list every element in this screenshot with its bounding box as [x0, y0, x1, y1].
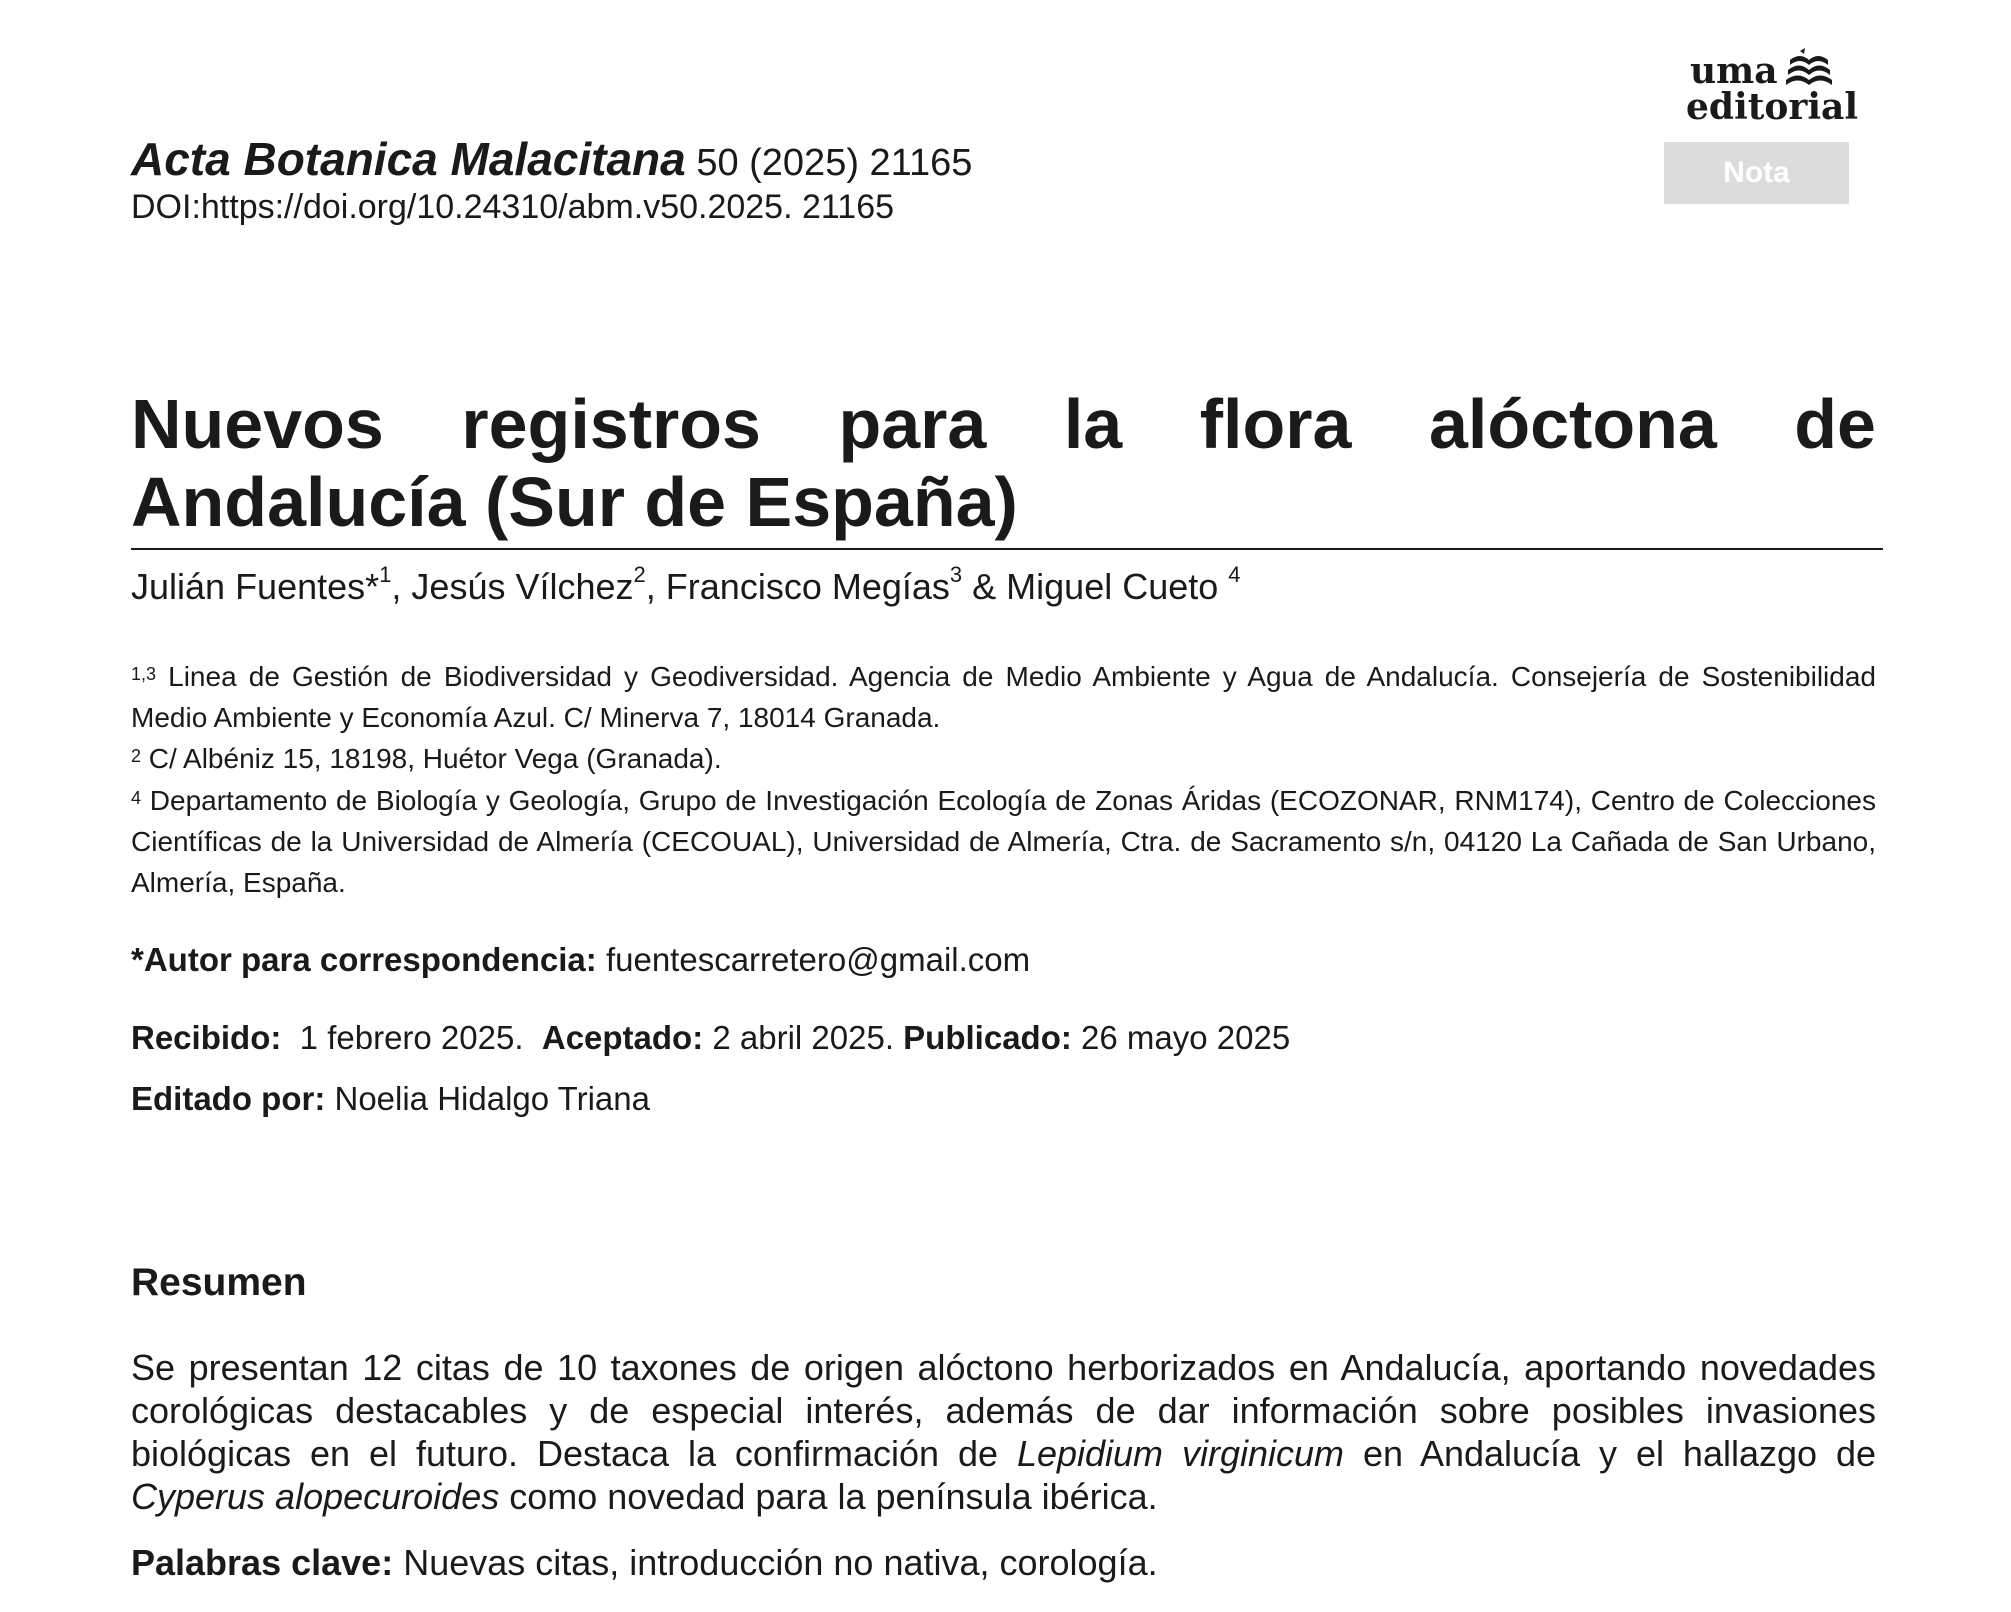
doi-link[interactable]: DOI:https://doi.org/10.24310/abm.v50.2025. 21165	[131, 188, 895, 226]
author-affiliation-mark: 1	[379, 562, 392, 587]
open-book-icon	[1786, 48, 1832, 86]
affiliation-text: C/ Albéniz 15, 18198, Huétor Vega (Granada).	[141, 743, 722, 774]
affiliation	[131, 738, 1876, 779]
author-affiliation-mark: 4	[1228, 562, 1241, 587]
author-name: Julián Fuentes*	[131, 566, 380, 607]
editor-name: Noelia Hidalgo Triana	[325, 1080, 650, 1117]
affiliation	[131, 780, 1876, 903]
author-affiliation-mark: 2	[633, 562, 646, 587]
affiliation-mark: 2	[131, 746, 142, 766]
author-list	[131, 562, 1241, 608]
article-dates	[131, 1019, 1290, 1057]
abstract-text	[131, 1346, 1876, 1518]
received-date: 1 febrero 2025.	[281, 1019, 542, 1056]
keywords-label: Palabras clave:	[131, 1542, 394, 1583]
keywords	[131, 1542, 1158, 1584]
author-name: Jesús Vílchez	[411, 566, 634, 607]
correspondence	[131, 941, 1030, 979]
journal-volume: 50 (2025) 21165	[696, 142, 973, 184]
species-name: Cyperus alopecuroides	[131, 1476, 500, 1517]
affiliation-text: Departamento de Biología y Geología, Grupo de Investigación Ecología de Zonas Áridas (ECOZONAR, RNM174), Centro de Colecciones Científicas de la Universidad de Almería (CECOUAL), Universidad de Almería, Ctra. de Sacramento s/n, 04120 La Cañada de San Urbano, Almería, España.	[131, 785, 1876, 898]
keywords-text: Nuevas citas, introducción no nativa, corología.	[393, 1542, 1158, 1583]
accepted-label: Aceptado:	[541, 1019, 704, 1056]
accepted-date: 2 abril 2025.	[703, 1019, 904, 1056]
author-name: Miguel Cueto	[1006, 566, 1229, 607]
received-label: Recibido:	[131, 1019, 282, 1056]
edited-by	[131, 1080, 650, 1118]
published-date: 26 mayo 2025	[1071, 1019, 1291, 1056]
article-type-badge: Nota	[1664, 142, 1849, 204]
correspondence-label: *Autor para correspondencia:	[131, 941, 597, 978]
affiliation	[131, 656, 1876, 738]
abstract-heading: Resumen	[131, 1261, 307, 1304]
affiliation-text: Linea de Gestión de Biodiversidad y Geodiversidad. Agencia de Medio Ambiente y Agua de Andalucía. Consejería de Sostenibilidad Medio Ambiente y Economía Azul. C/ Minerva 7, 18014 Granada.	[131, 661, 1876, 733]
species-name: Lepidium virginicum	[1016, 1433, 1345, 1474]
title-divider	[131, 548, 1883, 550]
abstract-part: en Andalucía y el hallazgo de	[1344, 1433, 1877, 1474]
author-separator: ,	[645, 566, 666, 607]
uma-editorial-logo	[1686, 44, 1859, 134]
journal-name: Acta Botanica Malacitana	[131, 133, 686, 185]
logo-text-uma: uma	[1690, 50, 1778, 92]
correspondence-email[interactable]: fuentescarretero@gmail.com	[596, 941, 1031, 978]
abstract-part: Se presentan 12 citas de 10 taxones de origen alóctono herborizados en Andalucía, aportando novedades corológicas destacables y de especial interés, además de dar información sobre posibles invasiones biológicas en el futuro. Destaca la confirmación de	[131, 1347, 1876, 1474]
author-separator: &	[962, 566, 1007, 607]
published-label: Publicado:	[903, 1019, 1072, 1056]
logo-text-editorial: editorial	[1686, 86, 1859, 128]
author-affiliation-mark: 3	[949, 562, 963, 587]
author-separator: ,	[391, 566, 412, 607]
article-title: Nuevos registros para la flora alóctona de Andalucía (Sur de España)	[131, 385, 1876, 541]
editor-label: Editado por:	[131, 1080, 326, 1117]
journal-citation	[131, 132, 972, 186]
affiliation-mark: 1,3	[131, 664, 157, 684]
author-name: Francisco Megías	[665, 566, 950, 607]
affiliation-mark: 4	[131, 788, 142, 808]
abstract-part: como novedad para la península ibérica.	[499, 1476, 1158, 1517]
